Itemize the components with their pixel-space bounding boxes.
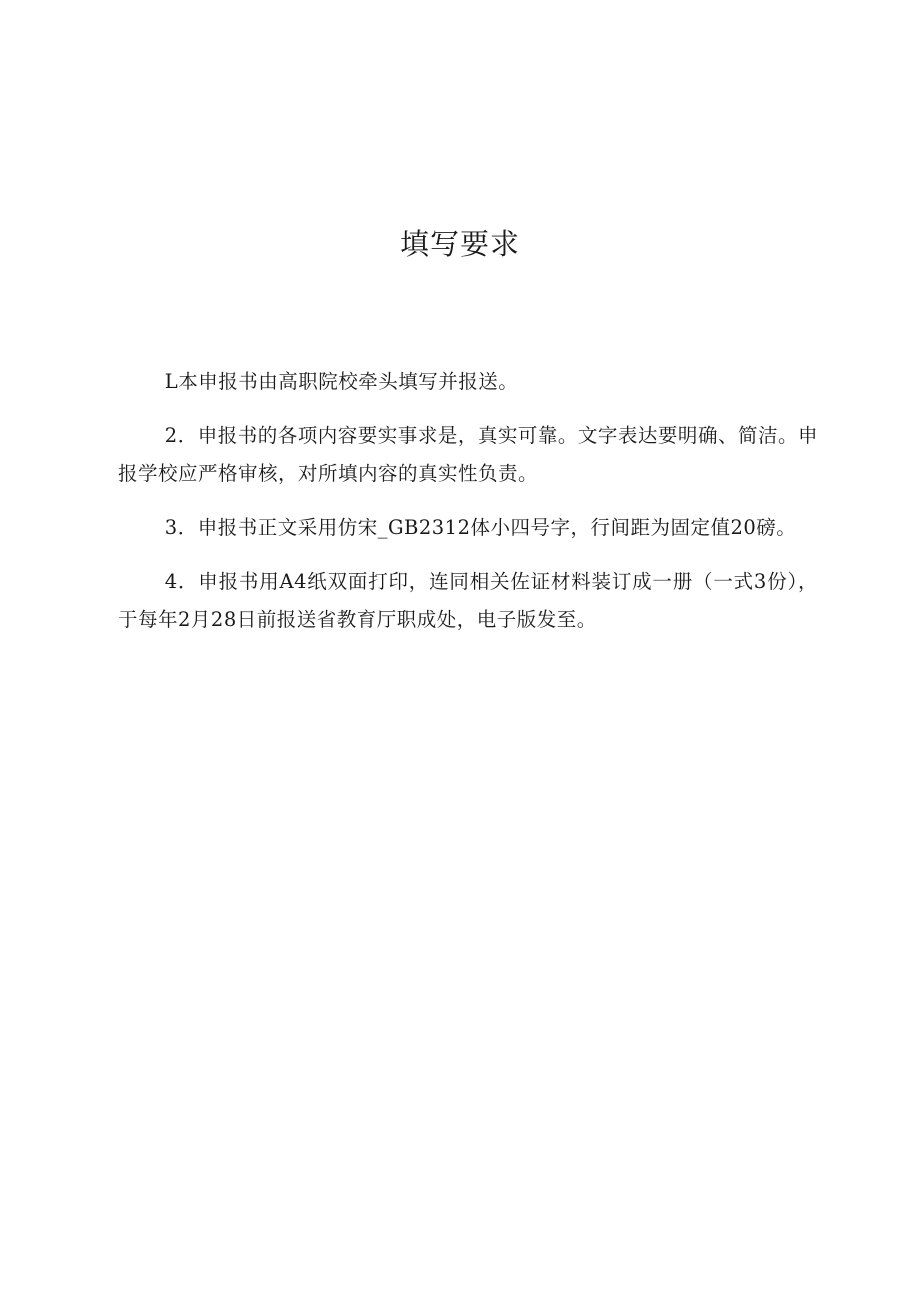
requirement-item-1: L本申报书由高职院校牵头填写并报送。 xyxy=(164,370,519,393)
page-title: 填写要求 xyxy=(399,227,520,261)
requirement-item-4: 4．申报书用A4纸双面打印，连同相关佐证材料装订成一册（一式3份），于每年2月28日前报送省教育厅职成处，电子版发至。 xyxy=(118,570,818,631)
requirement-item-3: 3．申报书正文采用仿宋_GB2312体小四号字，行间距为固定值20磅。 xyxy=(164,516,797,539)
requirement-item-2: 2．申报书的各项内容要实事求是，真实可靠。文字表达要明确、简洁。申报学校应严格审核，对所填内容的真实性负责。 xyxy=(118,424,818,485)
requirements-list xyxy=(118,363,818,655)
